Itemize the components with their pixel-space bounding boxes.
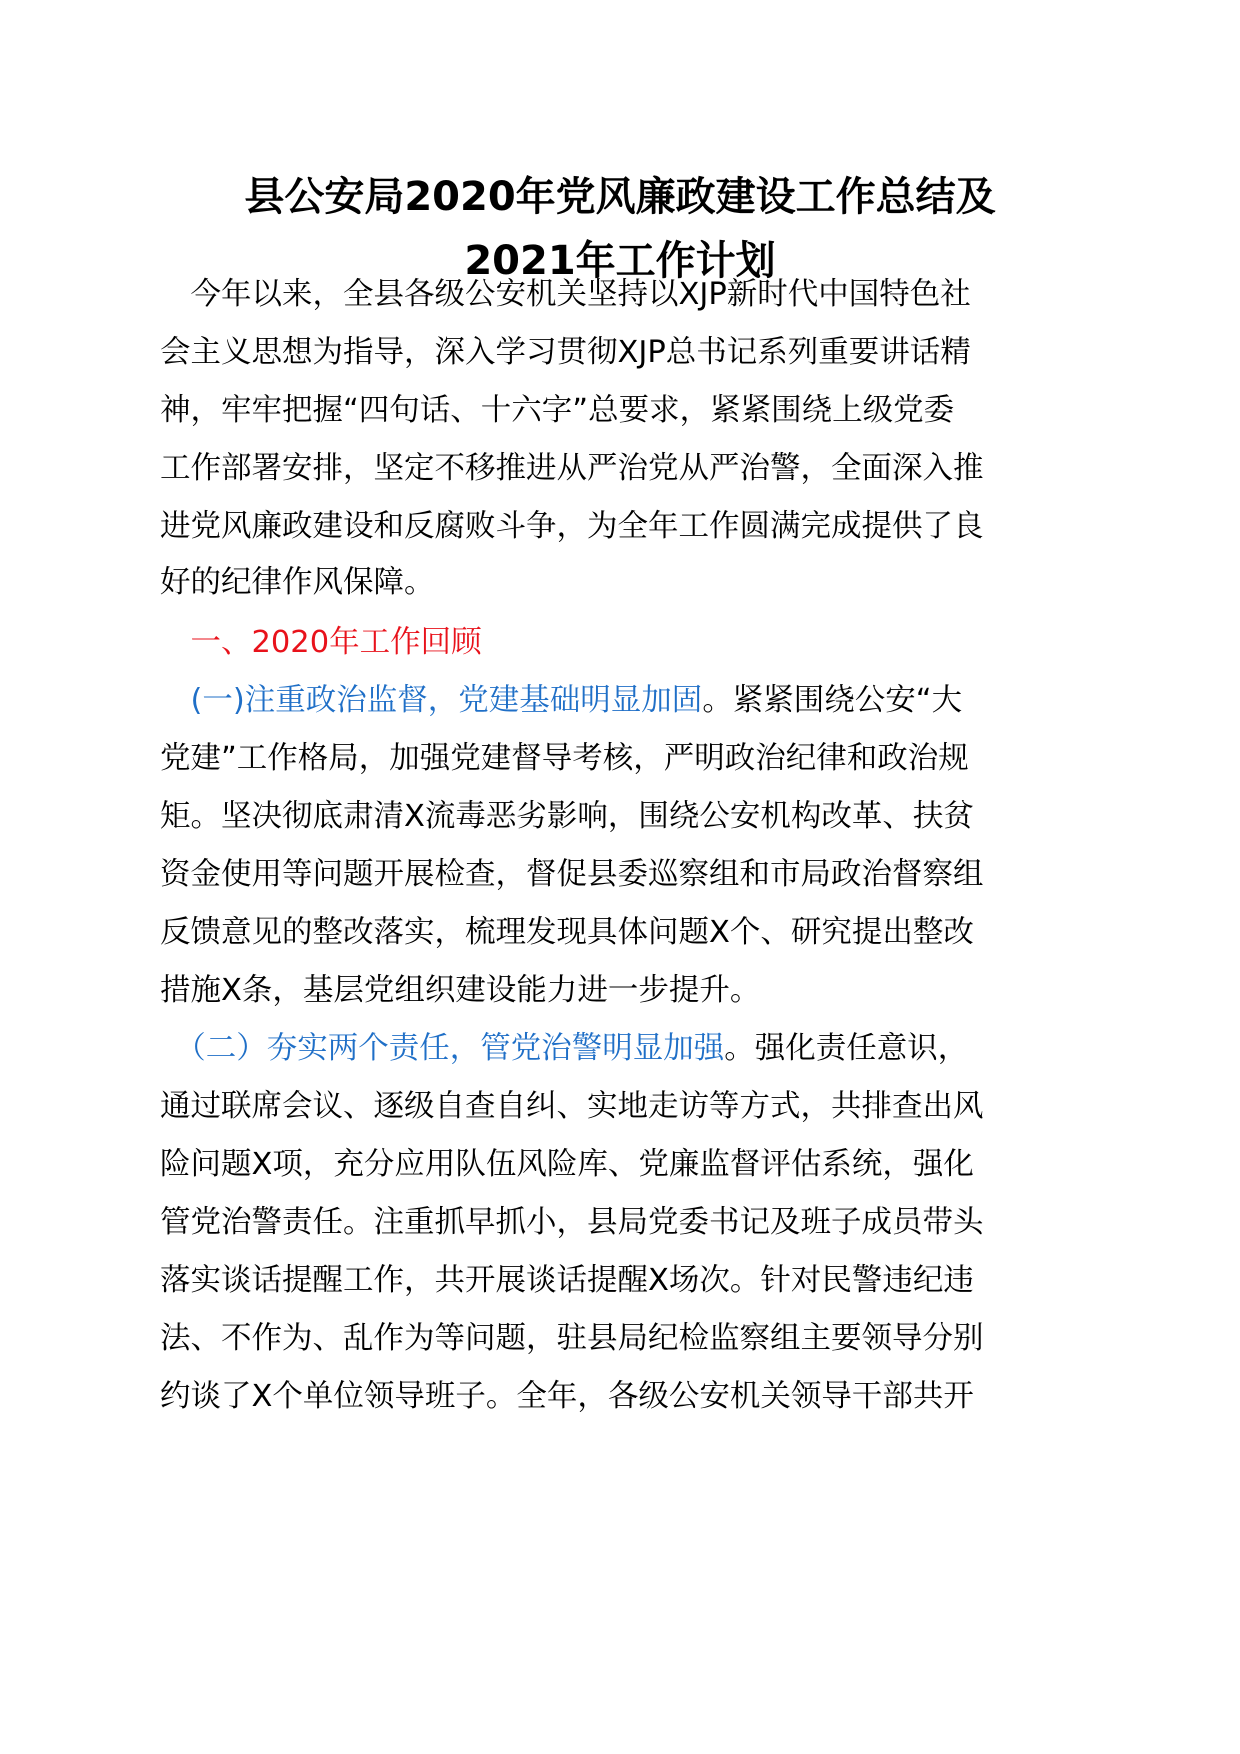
intro-line: 进党风廉政建设和反腐败斗争，为全年工作圆满完成提供了良 xyxy=(160,509,984,544)
subsection-1-first-line-text: 。紧紧围绕公安“大 xyxy=(702,683,963,718)
intro-line: 会主义思想为指导，深入学习贯彻XJP总书记系列重要讲话精 xyxy=(160,335,971,370)
section-heading-2020-review: 一、2020年工作回顾 xyxy=(160,625,482,660)
subsection-2-line: 通过联席会议、逐级自查自纠、实地走访等方式，共排查出风 xyxy=(160,1089,984,1124)
subsection-2-first-line-text: 。强化责任意识， xyxy=(724,1031,969,1066)
subsection-1-first-line xyxy=(160,669,1120,733)
intro-line: 工作部署安排，坚定不移推进从严治党从严治警，全面深入推 xyxy=(160,451,984,486)
subsection-1-line: 反馈意见的整改落实，梳理发现具体问题X个、研究提出整改 xyxy=(160,915,974,950)
subsection-2-heading: （二）夯实两个责任，管党治警明显加强 xyxy=(160,1031,725,1066)
subsection-2-line: 管党治警责任。注重抓早抓小，县局党委书记及班子成员带头 xyxy=(160,1205,984,1240)
subsection-1-line: 矩。坚决彻底肃清X流毒恶劣影响，围绕公安机构改革、扶贫 xyxy=(160,799,974,834)
document-title-line-1: 县公安局2020年党风廉政建设工作总结及 xyxy=(244,174,996,220)
subsection-1-heading: (一)注重政治监督，党建基础明显加固 xyxy=(160,683,703,718)
intro-line: 好的纪律作风保障。 xyxy=(160,565,435,600)
subsection-1-line: 资金使用等问题开展检查，督促县委巡察组和市局政治督察组 xyxy=(160,857,984,892)
subsection-1-line: 党建”工作格局，加强党建督导考核，严明政治纪律和政治规 xyxy=(160,741,969,776)
document-title-line-2: 2021年工作计划 xyxy=(464,238,776,284)
subsection-2-line: 法、不作为、乱作为等问题，驻县局纪检监察组主要领导分别 xyxy=(160,1321,984,1356)
subsection-2-line: 落实谈话提醒工作，共开展谈话提醒X场次。针对民警违纪违 xyxy=(160,1263,974,1298)
subsection-2-line: 险问题X项，充分应用队伍风险库、党廉监督评估系统，强化 xyxy=(160,1147,974,1182)
subsection-2-line: 约谈了X个单位领导班子。全年，各级公安机关领导干部共开 xyxy=(160,1379,974,1414)
intro-line: 今年以来，全县各级公安机关坚持以XJP新时代中国特色社 xyxy=(160,277,971,312)
subsection-2-first-line xyxy=(160,1017,1120,1081)
subsection-1-line: 措施X条，基层党组织建设能力进一步提升。 xyxy=(160,973,761,1008)
intro-line: 神，牢牢把握“四句话、十六字”总要求，紧紧围绕上级党委 xyxy=(160,393,955,428)
